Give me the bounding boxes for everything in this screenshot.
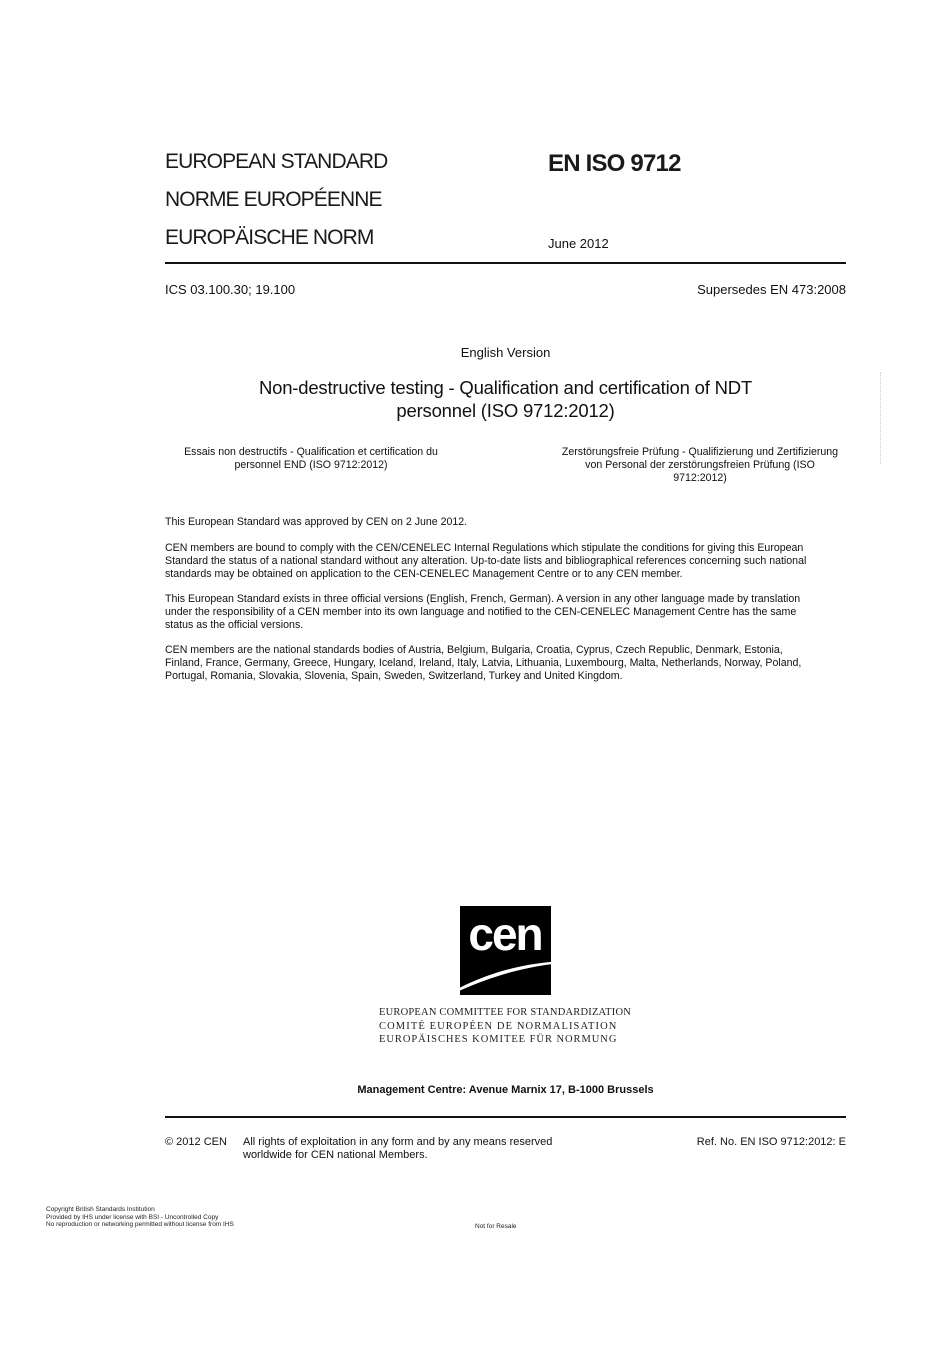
french-title (165, 446, 457, 472)
rights-statement (243, 1136, 552, 1162)
french-title-line: personnel END (ISO 9712:2012) (234, 459, 388, 471)
committee-name-fr: COMITÉ EUROPÉEN DE NORMALISATION (379, 1021, 618, 1032)
license-line: Provided by IHS under license with BSI - Uncontrolled Copy (46, 1213, 219, 1221)
main-title-line: Non-destructive testing - Qualification and certification of NDT (258, 377, 753, 398)
main-title-line: personnel (ISO 9712:2012) (396, 400, 615, 421)
compliance-paragraph (165, 542, 806, 581)
paragraph-line: This European Standard exists in three official versions (English, French, German). A version in any other language made by translation (165, 593, 801, 605)
paragraph-line: CEN members are bound to comply with the CEN/CENELEC Internal Regulations which stipulate the conditions for giving this European (165, 542, 804, 554)
cen-logo-text: cen (468, 908, 542, 960)
license-notice (46, 1206, 234, 1229)
license-line: No reproduction or networking permitted without license from IHS (46, 1221, 234, 1228)
main-title (165, 376, 846, 422)
footer-divider (165, 1116, 846, 1118)
license-line: Copyright British Standards Institution (46, 1206, 155, 1213)
standard-title-de: EUROPÄISCHE NORM (165, 226, 374, 249)
standard-number: EN ISO 9712 (548, 150, 681, 177)
approval-paragraph: This European Standard was approved by CEN on 2 June 2012. (165, 516, 468, 528)
german-title-line: Zerstörungsfreie Prüfung - Qualifizierung und Zertifizierung (561, 446, 839, 458)
versions-paragraph (165, 593, 800, 632)
publication-date: June 2012 (548, 236, 609, 251)
paragraph-line: Finland, France, Germany, Greece, Hungary, Iceland, Ireland, Italy, Latvia, Lithuania, Luxembourg, Malta, Netherlands, Norway, Poland, (165, 657, 802, 669)
paragraph-line: standards may be obtained on application to the CEN-CENELEC Management Centre or to any CEN member. (165, 568, 683, 580)
supersedes: Supersedes EN 473:2008 (697, 282, 846, 297)
copyright: © 2012 CEN (165, 1136, 227, 1148)
side-mark (880, 372, 885, 464)
standard-title-en: EUROPEAN STANDARD (165, 150, 388, 173)
paragraph-line: Standard the status of a national standard without any alteration. Up-to-date lists and bibliographical references concerning such national (165, 555, 807, 567)
committee-name-en: EUROPEAN COMMITTEE FOR STANDARDIZATION (379, 1007, 632, 1018)
not-for-resale: Not for Resale (475, 1223, 517, 1230)
rights-line: worldwide for CEN national Members. (243, 1149, 428, 1161)
german-title (554, 446, 846, 485)
committee-name-de: EUROPÄISCHES KOMITEE FÜR NORMUNG (379, 1034, 618, 1045)
header-divider (165, 262, 846, 264)
paragraph-line: status as the official versions. (165, 619, 304, 631)
language-version: English Version (460, 345, 551, 360)
french-title-line: Essais non destructifs - Qualification et certification du (184, 446, 438, 458)
management-centre: Management Centre: Avenue Marnix 17, B-1000 Brussels (357, 1084, 654, 1096)
cen-logo-graphic (460, 906, 551, 995)
standard-title-fr: NORME EUROPÉENNE (165, 188, 382, 211)
paragraph-line: CEN members are the national standards bodies of Austria, Belgium, Bulgaria, Croatia, Cyprus, Czech Republic, Denmark, Estonia, (165, 644, 783, 656)
paragraph-line: Portugal, Romania, Slovakia, Slovenia, Spain, Sweden, Switzerland, Turkey and United Kingdom. (165, 670, 623, 682)
german-title-line: 9712:2012) (673, 472, 727, 484)
members-paragraph (165, 644, 801, 683)
reference-number: Ref. No. EN ISO 9712:2012: E (696, 1136, 846, 1148)
german-title-line: von Personal der zerstörungsfreien Prüfung (ISO (585, 459, 815, 471)
rights-line: All rights of exploitation in any form and by any means reserved (243, 1136, 553, 1148)
cen-logo (460, 906, 551, 995)
paragraph-line: under the responsibility of a CEN member into its own language and notified to the CEN-CENELEC Management Centre has the same (165, 606, 797, 618)
ics-code: ICS 03.100.30; 19.100 (165, 282, 296, 297)
